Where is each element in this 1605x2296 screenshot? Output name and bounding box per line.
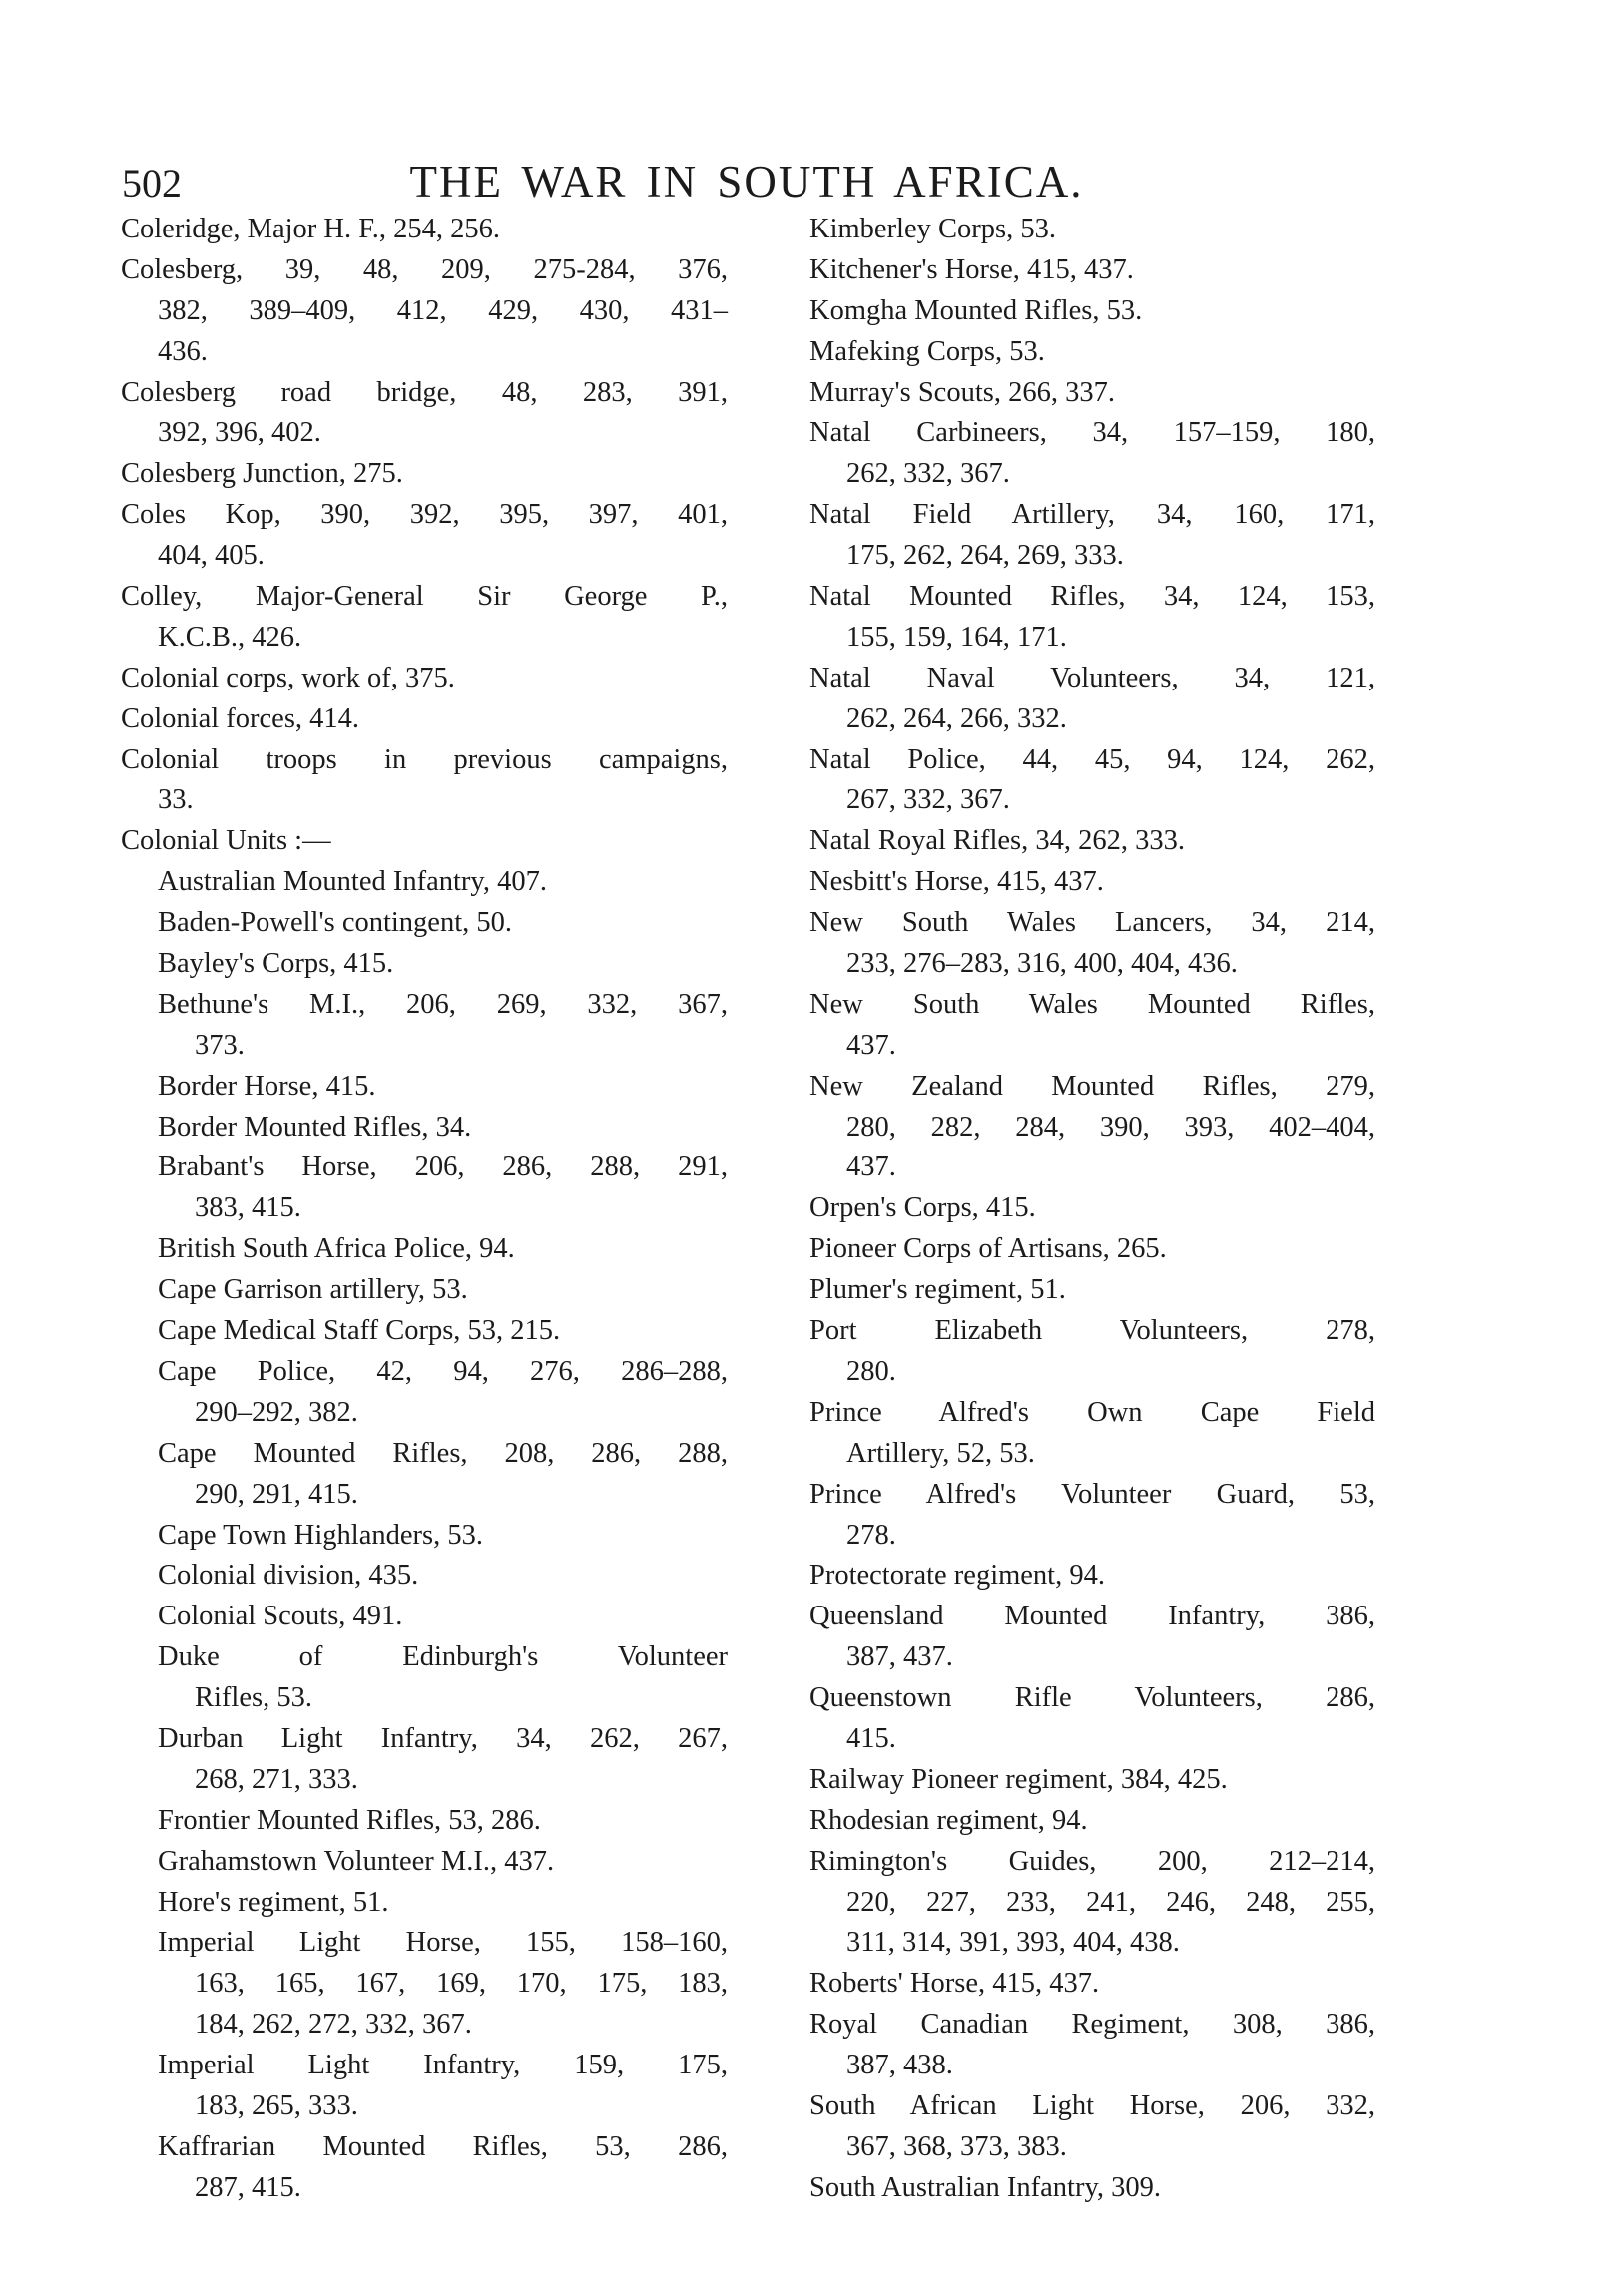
index-subentry bbox=[121, 1352, 728, 1434]
index-entry-line: Border Horse, 415. bbox=[158, 1070, 376, 1102]
index-subentry bbox=[121, 2046, 728, 2127]
index-entry-line: 437. bbox=[846, 1029, 896, 1061]
index-entry-line: Royal Canadian Regiment, 308, 386, bbox=[809, 2009, 1375, 2041]
index-entry bbox=[809, 740, 1375, 822]
index-entry-line: 220, 227, 233, 241, 246, 248, 255, bbox=[846, 1886, 1375, 1918]
index-entry bbox=[809, 1393, 1375, 1475]
index-subentry bbox=[121, 1801, 728, 1842]
index-entry bbox=[809, 413, 1375, 495]
index-entry-line: 373. bbox=[195, 1029, 245, 1061]
index-entry-line: Prince Alfred's Volunteer Guard, 53, bbox=[809, 1478, 1375, 1510]
index-entry-line: Queenstown Rifle Volunteers, 286, bbox=[809, 1682, 1375, 1714]
index-entry-line: New Zealand Mounted Rifles, 279, bbox=[809, 1070, 1375, 1102]
index-entry-line: Roberts' Horse, 415, 437. bbox=[809, 1968, 1100, 2000]
index-entry-line: Colonial troops in previous campaigns, bbox=[121, 743, 728, 775]
index-entry-line: 392, 396, 402. bbox=[158, 417, 321, 449]
index-entry-line: Bethune's M.I., 206, 269, 332, 367, bbox=[158, 988, 728, 1020]
index-entry-line: 262, 264, 266, 332. bbox=[846, 702, 1067, 734]
index-column-left bbox=[121, 210, 728, 2209]
index-entry bbox=[121, 659, 728, 699]
index-subentry bbox=[121, 1434, 728, 1516]
index-entry bbox=[121, 210, 728, 250]
running-title: THE WAR IN SOUTH AFRICA. bbox=[409, 157, 1084, 207]
index-subentry bbox=[121, 903, 728, 944]
index-entry bbox=[121, 740, 728, 822]
index-entry-line: Railway Pioneer regiment, 384, 425. bbox=[809, 1763, 1228, 1795]
index-subentry bbox=[121, 1923, 728, 2046]
index-entry-line: Port Elizabeth Volunteers, 278, bbox=[809, 1315, 1375, 1347]
index-entry-line: 278. bbox=[846, 1519, 896, 1551]
index-subentry bbox=[121, 1516, 728, 1557]
index-entry-line: 175, 262, 264, 269, 333. bbox=[846, 540, 1124, 572]
index-entry-line: Durban Light Infantry, 34, 262, 267, bbox=[158, 1722, 728, 1754]
index-entry bbox=[809, 1842, 1375, 1965]
index-entry-line: 233, 276–283, 316, 400, 404, 436. bbox=[846, 948, 1238, 980]
index-entry-line: 184, 262, 272, 332, 367. bbox=[195, 2009, 472, 2041]
index-entry-line: Colesberg road bridge, 48, 283, 391, bbox=[121, 376, 728, 408]
index-subentry bbox=[121, 1229, 728, 1270]
index-entry-line: Nesbitt's Horse, 415, 437. bbox=[809, 866, 1104, 898]
index-entry bbox=[121, 454, 728, 495]
index-entry-line: Murray's Scouts, 266, 337. bbox=[809, 376, 1115, 408]
index-entry-line: 163, 165, 167, 169, 170, 175, 183, bbox=[195, 1968, 728, 2000]
index-entry-line: 311, 314, 391, 393, 404, 438. bbox=[846, 1927, 1180, 1959]
index-entry bbox=[121, 699, 728, 740]
index-subentry bbox=[121, 1842, 728, 1883]
index-entry-line: 280. bbox=[846, 1355, 896, 1387]
index-entry bbox=[809, 862, 1375, 903]
index-entry-line: British South Africa Police, 94. bbox=[158, 1233, 515, 1265]
index-subentry bbox=[121, 1108, 728, 1148]
index-entry bbox=[809, 332, 1375, 373]
index-entry-line: South Australian Infantry, 309. bbox=[809, 2171, 1161, 2203]
index-entry-line: Imperial Light Infantry, 159, 175, bbox=[158, 2050, 728, 2081]
index-entry-line: Komgha Mounted Rifles, 53. bbox=[809, 294, 1143, 326]
index-entry-line: 280, 282, 284, 390, 393, 402–404, bbox=[846, 1111, 1375, 1143]
index-entry-line: Colley, Major-General Sir George P., bbox=[121, 581, 728, 613]
index-entry-line: Natal Naval Volunteers, 34, 121, bbox=[809, 662, 1375, 693]
index-subentry bbox=[121, 1148, 728, 1229]
index-entry bbox=[809, 1597, 1375, 1678]
index-entry-line: Colonial Units :— bbox=[121, 825, 331, 857]
index-entry-line: Natal Carbineers, 34, 157–159, 180, bbox=[809, 417, 1375, 449]
index-entry bbox=[809, 210, 1375, 250]
index-entry-line: Cape Mounted Rifles, 208, 286, 288, bbox=[158, 1437, 728, 1469]
index-entry-line: Natal Royal Rifles, 34, 262, 333. bbox=[809, 825, 1185, 857]
index-entry-line: Bayley's Corps, 415. bbox=[158, 948, 394, 980]
index-entry-line: 404, 405. bbox=[158, 540, 265, 572]
index-entry bbox=[809, 1188, 1375, 1229]
index-entry-line: Colonial Scouts, 491. bbox=[158, 1601, 403, 1632]
index-subentry bbox=[121, 862, 728, 903]
index-subentry bbox=[121, 944, 728, 985]
index-entry-line: Coles Kop, 390, 392, 395, 397, 401, bbox=[121, 499, 728, 531]
index-entry-line: 268, 271, 333. bbox=[195, 1763, 358, 1795]
index-entry-line: Natal Police, 44, 45, 94, 124, 262, bbox=[809, 743, 1375, 775]
index-entry bbox=[809, 821, 1375, 862]
index-entry-line: 33. bbox=[158, 784, 194, 816]
index-entry-line: Rimington's Guides, 200, 212–214, bbox=[809, 1845, 1375, 1877]
index-entry-line: 383, 415. bbox=[195, 1192, 301, 1224]
index-entry bbox=[809, 1760, 1375, 1801]
index-entry-line: Queensland Mounted Infantry, 386, bbox=[809, 1601, 1375, 1632]
index-entry bbox=[809, 1964, 1375, 2005]
index-entry-line: Colonial forces, 414. bbox=[121, 702, 360, 734]
index-entry bbox=[809, 291, 1375, 332]
index-entry bbox=[121, 250, 728, 373]
index-entry-line: Kaffrarian Mounted Rifles, 53, 286, bbox=[158, 2130, 728, 2162]
index-entry-line: 290, 291, 415. bbox=[195, 1478, 358, 1510]
index-entry bbox=[121, 373, 728, 455]
page-number: 502 bbox=[122, 161, 182, 206]
index-entry-line: Rifles, 53. bbox=[195, 1682, 312, 1714]
index-entry-line: Frontier Mounted Rifles, 53, 286. bbox=[158, 1804, 541, 1836]
index-entry bbox=[809, 2168, 1375, 2209]
index-entry-line: Prince Alfred's Own Cape Field bbox=[809, 1396, 1375, 1428]
index-entry bbox=[121, 495, 728, 577]
index-entry-line: Brabant's Horse, 206, 286, 288, 291, bbox=[158, 1151, 728, 1183]
index-entry-line: 367, 368, 373, 383. bbox=[846, 2130, 1067, 2162]
index-entry-line: 387, 437. bbox=[846, 1641, 953, 1673]
index-entry-line: Colesberg Junction, 275. bbox=[121, 458, 403, 490]
index-entry-line: Coleridge, Major H. F., 254, 256. bbox=[121, 214, 501, 244]
index-subentry bbox=[121, 1311, 728, 1352]
index-subentry bbox=[121, 1637, 728, 1719]
index-entry-line: Grahamstown Volunteer M.I., 437. bbox=[158, 1845, 555, 1877]
index-entry-line: Plumer's regiment, 51. bbox=[809, 1274, 1066, 1306]
index-entry bbox=[809, 2005, 1375, 2086]
index-entry-line: Artillery, 52, 53. bbox=[846, 1437, 1035, 1469]
index-entry-line: Cape Police, 42, 94, 276, 286–288, bbox=[158, 1355, 728, 1387]
index-entry-line: Protectorate regiment, 94. bbox=[809, 1560, 1105, 1592]
index-subentry bbox=[121, 1067, 728, 1108]
index-entry bbox=[809, 1475, 1375, 1557]
index-entry-line: Border Mounted Rifles, 34. bbox=[158, 1111, 472, 1143]
index-column-right bbox=[809, 210, 1375, 2209]
index-entry-line: K.C.B., 426. bbox=[158, 621, 302, 653]
index-entry-line: Cape Town Highlanders, 53. bbox=[158, 1519, 483, 1551]
index-entry bbox=[121, 577, 728, 659]
index-entry-line: 387, 438. bbox=[846, 2050, 953, 2081]
index-entry-line: Hore's regiment, 51. bbox=[158, 1886, 389, 1918]
index-entry bbox=[809, 1556, 1375, 1597]
index-entry-line: Mafeking Corps, 53. bbox=[809, 335, 1045, 367]
index-entry bbox=[809, 1311, 1375, 1393]
index-entry bbox=[809, 577, 1375, 659]
index-entry-line: Kimberley Corps, 53. bbox=[809, 214, 1056, 244]
index-entry-line: Colonial division, 435. bbox=[158, 1560, 419, 1592]
index-entry-line: Orpen's Corps, 415. bbox=[809, 1192, 1036, 1224]
index-entry bbox=[809, 1229, 1375, 1270]
index-entry-line: Australian Mounted Infantry, 407. bbox=[158, 866, 547, 898]
index-entry-line: Natal Mounted Rifles, 34, 124, 153, bbox=[809, 581, 1375, 613]
index-entry-line: 183, 265, 333. bbox=[195, 2089, 358, 2121]
index-entry bbox=[809, 1270, 1375, 1311]
index-entry bbox=[809, 2086, 1375, 2168]
index-subentry bbox=[121, 985, 728, 1067]
index-entry-line: 415. bbox=[846, 1722, 896, 1754]
index-entry bbox=[809, 903, 1375, 985]
index-entry-line: 437. bbox=[846, 1151, 896, 1183]
index-entry bbox=[809, 985, 1375, 1067]
index-entry bbox=[809, 250, 1375, 291]
index-entry bbox=[809, 495, 1375, 577]
index-subentry bbox=[121, 2127, 728, 2209]
index-entry bbox=[121, 821, 728, 862]
index-entry-line: Duke of Edinburgh's Volunteer bbox=[158, 1641, 728, 1673]
index-entry-line: New South Wales Mounted Rifles, bbox=[809, 988, 1375, 1020]
index-entry-line: Cape Garrison artillery, 53. bbox=[158, 1274, 468, 1306]
index-entry bbox=[809, 373, 1375, 414]
index-entry-line: Colesberg, 39, 48, 209, 275-284, 376, bbox=[121, 253, 728, 285]
index-entry-line: Rhodesian regiment, 94. bbox=[809, 1804, 1088, 1836]
index-entry-line: Cape Medical Staff Corps, 53, 215. bbox=[158, 1315, 561, 1347]
index-entry-line: 155, 159, 164, 171. bbox=[846, 621, 1067, 653]
index-entry bbox=[809, 1678, 1375, 1760]
index-subentry bbox=[121, 1883, 728, 1924]
index-entry-line: 436. bbox=[158, 335, 208, 367]
index-entry-line: New South Wales Lancers, 34, 214, bbox=[809, 907, 1375, 939]
index-subentry bbox=[121, 1719, 728, 1801]
index-entry bbox=[809, 1067, 1375, 1189]
index-entry-line: Natal Field Artillery, 34, 160, 171, bbox=[809, 499, 1375, 531]
index-entry-line: Imperial Light Horse, 155, 158–160, bbox=[158, 1927, 728, 1959]
index-entry-line: Pioneer Corps of Artisans, 265. bbox=[809, 1233, 1167, 1265]
index-entry-line: Kitchener's Horse, 415, 437. bbox=[809, 253, 1134, 285]
index-subentry bbox=[121, 1556, 728, 1597]
index-entry-line: 287, 415. bbox=[195, 2171, 301, 2203]
index-entry-line: South African Light Horse, 206, 332, bbox=[809, 2089, 1375, 2121]
index-entry-line: 290–292, 382. bbox=[195, 1396, 358, 1428]
index-entry-line: 382, 389–409, 412, 429, 430, 431– bbox=[158, 294, 728, 326]
index-entry-line: 267, 332, 367. bbox=[846, 784, 1010, 816]
index-entry-line: 262, 332, 367. bbox=[846, 458, 1010, 490]
index-entry bbox=[809, 1801, 1375, 1842]
index-subentry bbox=[121, 1270, 728, 1311]
index-subentry bbox=[121, 1597, 728, 1637]
index-entry-line: Baden-Powell's contingent, 50. bbox=[158, 907, 512, 939]
index-entry-line: Colonial corps, work of, 375. bbox=[121, 662, 455, 693]
index-entry bbox=[809, 659, 1375, 740]
